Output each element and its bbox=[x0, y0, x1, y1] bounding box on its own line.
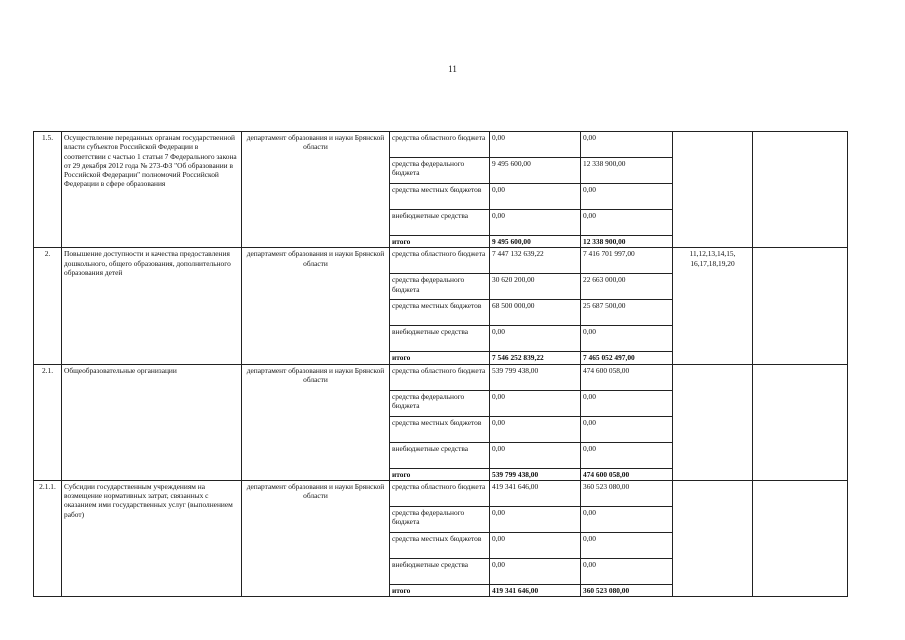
section-number: 2.1.1. bbox=[34, 480, 62, 596]
section-name: Осуществление переданных органам государственной власти субъектов Российской Федерации в соответствии с частью 1 статьи 7 Федерального закона от 29 декабря 2012 года № 273-ФЗ "Об образовании в Российской Федерации" полномочий Российской Федерации в сфере образования bbox=[62, 132, 242, 248]
total-label: итого bbox=[390, 584, 490, 596]
amount-year-1: 419 341 646,00 bbox=[490, 480, 581, 506]
total-year-2: 360 523 080,00 bbox=[581, 584, 673, 596]
indicator-refs bbox=[673, 132, 753, 248]
section-executor: департамент образования и науки Брянской области bbox=[242, 132, 390, 248]
amount-year-1: 0,00 bbox=[490, 184, 581, 210]
amount-year-2: 360 523 080,00 bbox=[581, 480, 673, 506]
amount-year-2: 0,00 bbox=[581, 132, 673, 158]
total-label: итого bbox=[390, 352, 490, 364]
total-year-1: 539 799 438,00 bbox=[490, 468, 581, 480]
amount-year-1: 539 799 438,00 bbox=[490, 364, 581, 390]
funding-source: средства областного бюджета bbox=[390, 248, 490, 274]
funding-source: средства местных бюджетов bbox=[390, 184, 490, 210]
page-number: 11 bbox=[448, 64, 457, 74]
total-year-2: 474 600 058,00 bbox=[581, 468, 673, 480]
amount-year-1: 7 447 132 639,22 bbox=[490, 248, 581, 274]
funding-source: средства федерального бюджета bbox=[390, 158, 490, 184]
total-year-1: 419 341 646,00 bbox=[490, 584, 581, 596]
amount-year-1: 0,00 bbox=[490, 210, 581, 236]
table-row bbox=[34, 364, 848, 390]
section-name: Субсидии государственным учреждениям на возмещение нормативных затрат, связанных с оказанием ими государственных услуг (выполнением работ) bbox=[62, 480, 242, 596]
amount-year-1: 0,00 bbox=[490, 442, 581, 468]
indicator-refs bbox=[673, 480, 753, 596]
amount-year-1: 30 620 200,00 bbox=[490, 274, 581, 300]
amount-year-2: 25 687 500,00 bbox=[581, 300, 673, 326]
total-year-2: 7 465 052 497,00 bbox=[581, 352, 673, 364]
total-year-1: 7 546 252 839,22 bbox=[490, 352, 581, 364]
funding-source: средства местных бюджетов bbox=[390, 532, 490, 558]
funding-source: внебюджетные средства bbox=[390, 210, 490, 236]
table-row bbox=[34, 480, 848, 506]
funding-source: средства областного бюджета bbox=[390, 364, 490, 390]
amount-year-1: 0,00 bbox=[490, 132, 581, 158]
amount-year-1: 0,00 bbox=[490, 506, 581, 532]
amount-year-1: 0,00 bbox=[490, 558, 581, 584]
funding-source: средства федерального бюджета bbox=[390, 274, 490, 300]
funding-source: внебюджетные средства bbox=[390, 558, 490, 584]
funding-source: средства местных бюджетов bbox=[390, 300, 490, 326]
total-year-1: 9 495 600,00 bbox=[490, 236, 581, 248]
total-year-2: 12 338 900,00 bbox=[581, 236, 673, 248]
amount-year-2: 0,00 bbox=[581, 416, 673, 442]
empty-cell bbox=[753, 248, 848, 364]
amount-year-2: 7 416 701 997,00 bbox=[581, 248, 673, 274]
amount-year-2: 474 600 058,00 bbox=[581, 364, 673, 390]
empty-cell bbox=[753, 480, 848, 596]
funding-source: средства местных бюджетов bbox=[390, 416, 490, 442]
amount-year-1: 68 500 000,00 bbox=[490, 300, 581, 326]
table-row bbox=[34, 248, 848, 274]
funding-source: внебюджетные средства bbox=[390, 442, 490, 468]
amount-year-1: 0,00 bbox=[490, 390, 581, 416]
section-number: 1.5. bbox=[34, 132, 62, 248]
section-name: Общеобразовательные организации bbox=[62, 364, 242, 480]
indicator-refs: 11,12,13,14,15, 16,17,18,19,20 bbox=[673, 248, 753, 364]
amount-year-2: 0,00 bbox=[581, 558, 673, 584]
amount-year-2: 0,00 bbox=[581, 210, 673, 236]
amount-year-1: 0,00 bbox=[490, 326, 581, 352]
amount-year-2: 22 663 000,00 bbox=[581, 274, 673, 300]
budget-table-body bbox=[34, 132, 848, 597]
empty-cell bbox=[753, 364, 848, 480]
amount-year-1: 9 495 600,00 bbox=[490, 158, 581, 184]
section-number: 2.1. bbox=[34, 364, 62, 480]
section-executor: департамент образования и науки Брянской области bbox=[242, 364, 390, 480]
total-label: итого bbox=[390, 236, 490, 248]
section-name: Повышение доступности и качества предоставления дошкольного, общего образования, дополнительного образования детей bbox=[62, 248, 242, 364]
amount-year-2: 0,00 bbox=[581, 184, 673, 210]
budget-table bbox=[33, 131, 848, 597]
funding-source: средства областного бюджета bbox=[390, 132, 490, 158]
funding-source: средства федерального бюджета bbox=[390, 390, 490, 416]
funding-source: средства федерального бюджета bbox=[390, 506, 490, 532]
indicator-refs bbox=[673, 364, 753, 480]
amount-year-2: 12 338 900,00 bbox=[581, 158, 673, 184]
amount-year-2: 0,00 bbox=[581, 390, 673, 416]
amount-year-2: 0,00 bbox=[581, 532, 673, 558]
section-executor: департамент образования и науки Брянской области bbox=[242, 480, 390, 596]
amount-year-2: 0,00 bbox=[581, 506, 673, 532]
total-label: итого bbox=[390, 468, 490, 480]
amount-year-2: 0,00 bbox=[581, 326, 673, 352]
table-row bbox=[34, 132, 848, 158]
section-number: 2. bbox=[34, 248, 62, 364]
amount-year-1: 0,00 bbox=[490, 532, 581, 558]
empty-cell bbox=[753, 132, 848, 248]
amount-year-2: 0,00 bbox=[581, 442, 673, 468]
section-executor: департамент образования и науки Брянской области bbox=[242, 248, 390, 364]
funding-source: средства областного бюджета bbox=[390, 480, 490, 506]
amount-year-1: 0,00 bbox=[490, 416, 581, 442]
funding-source: внебюджетные средства bbox=[390, 326, 490, 352]
